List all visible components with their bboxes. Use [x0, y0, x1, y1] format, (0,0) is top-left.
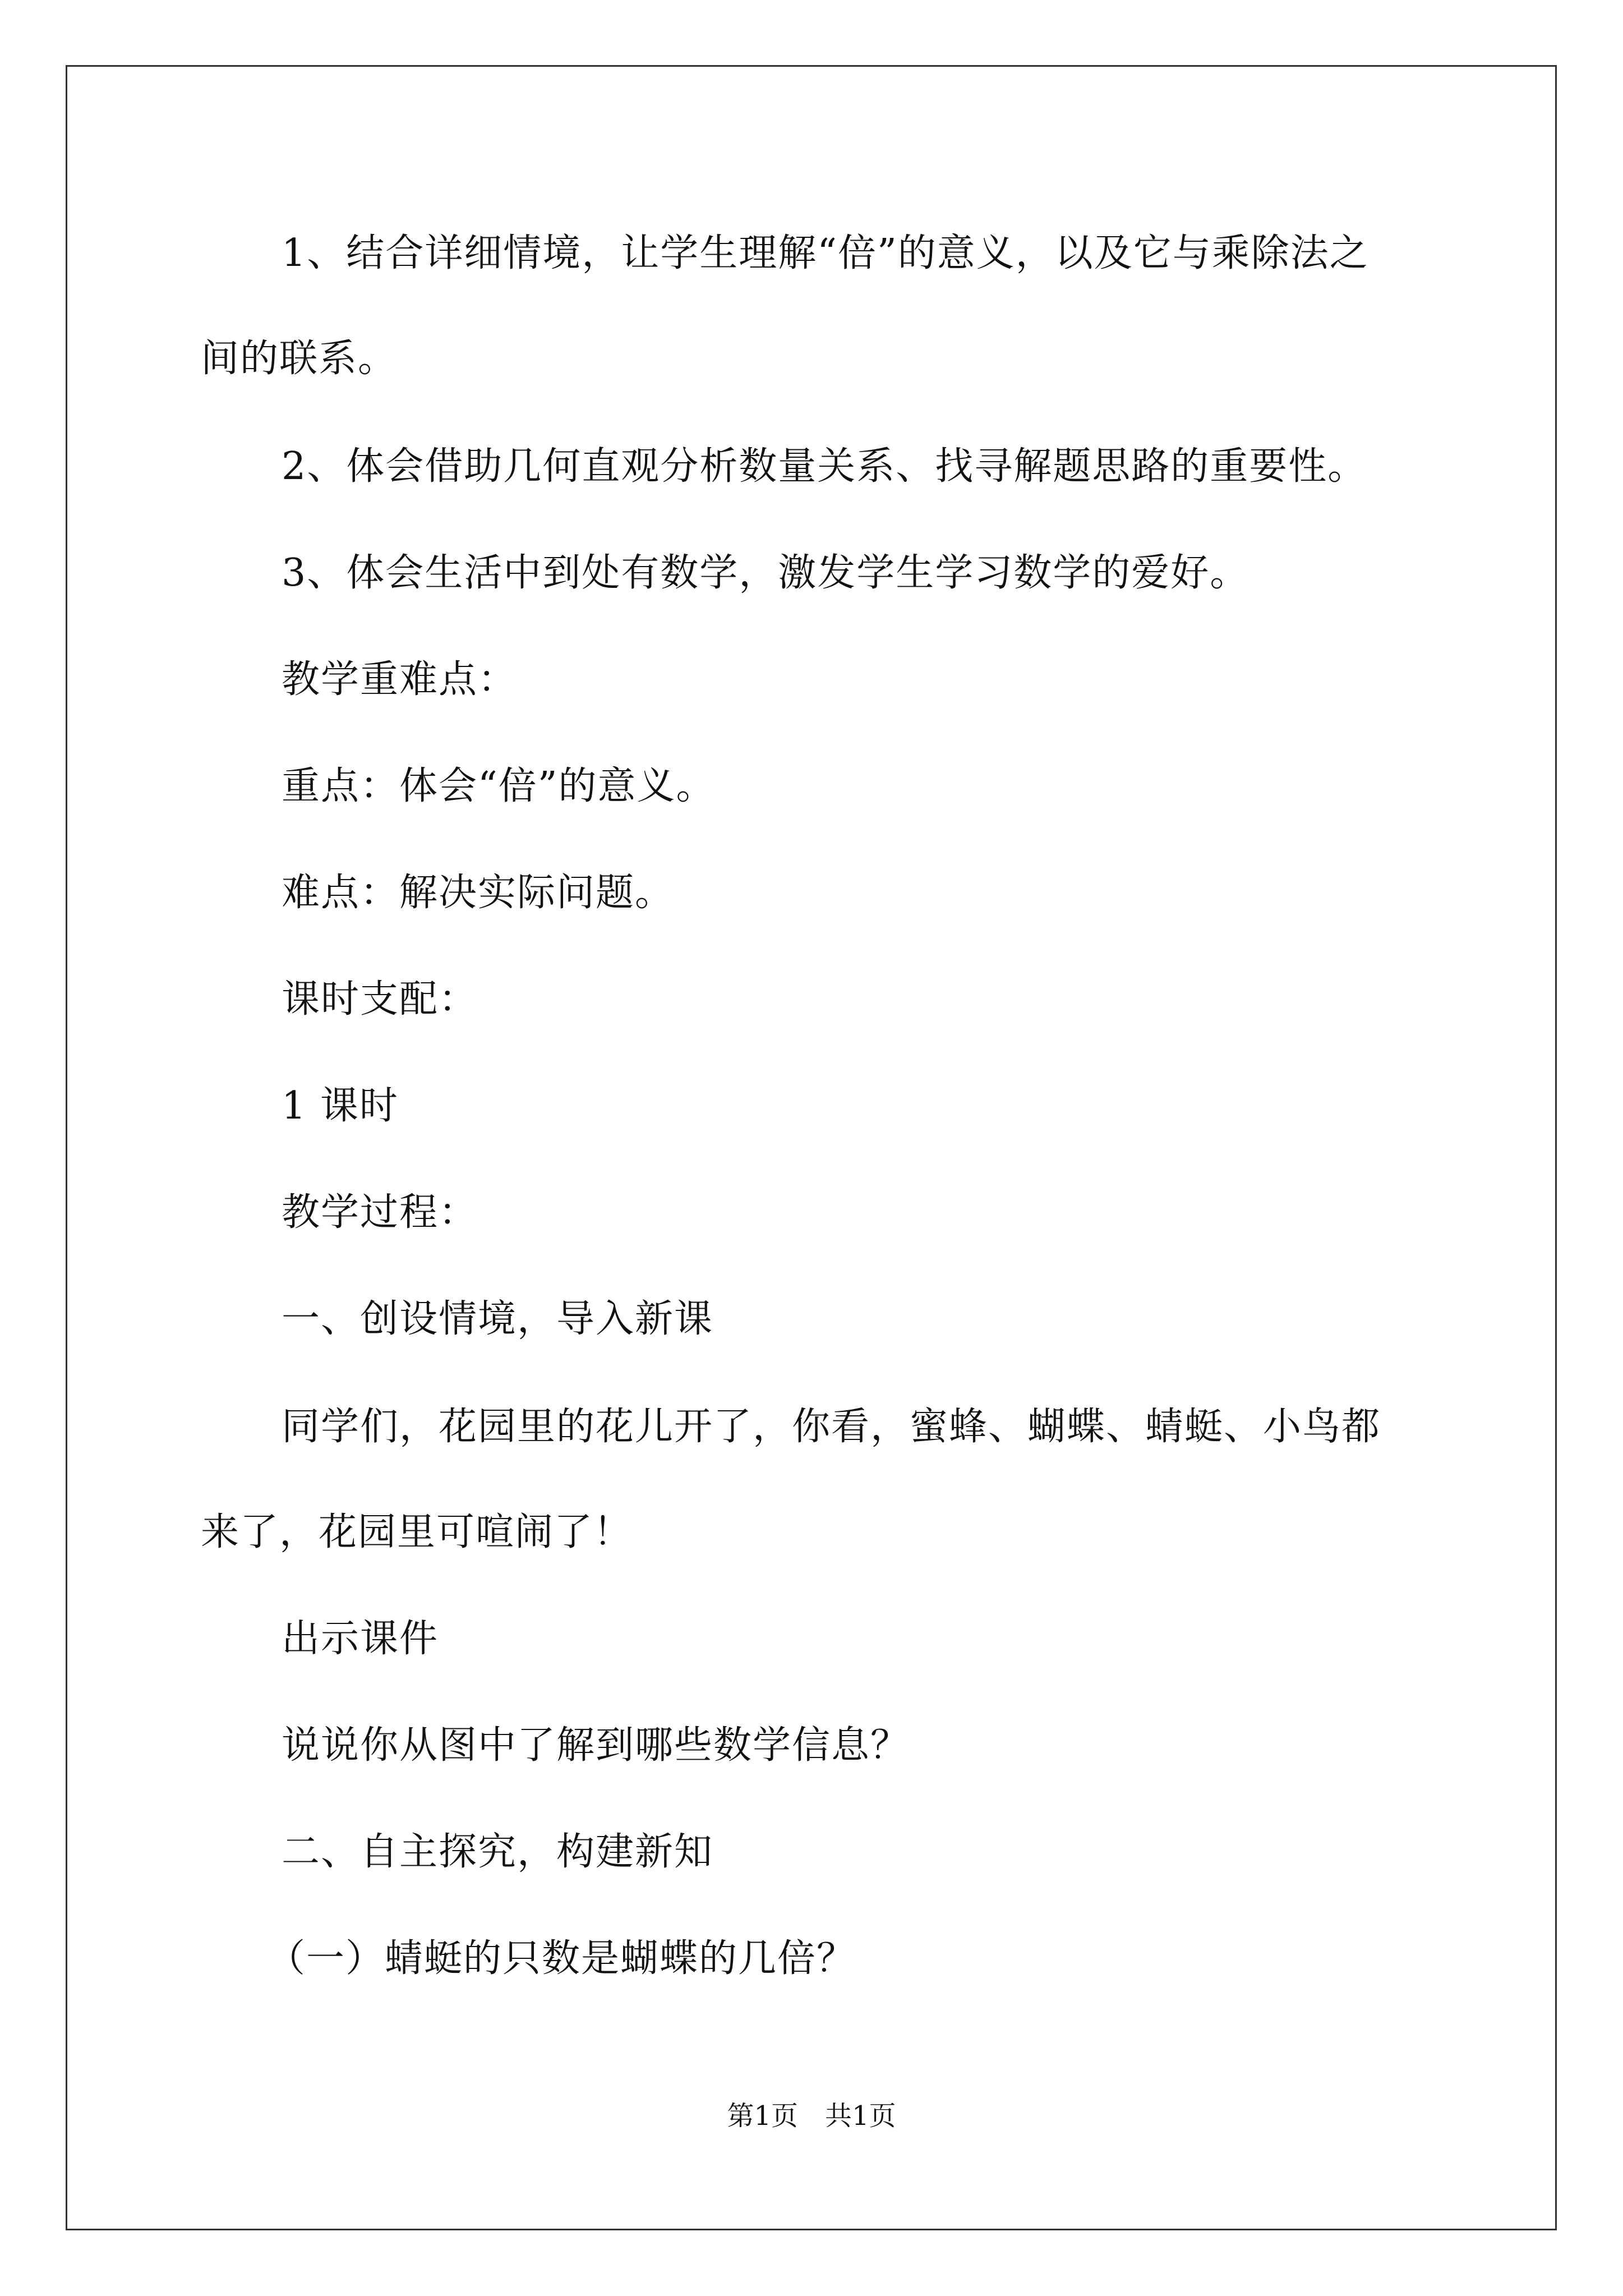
heading-key-points: 教学重难点：: [282, 657, 518, 702]
paragraph-schedule: 1 课时: [282, 1084, 399, 1128]
footer-page-number: 第1页: [727, 2100, 798, 2132]
section-heading-1: 一、创设情境，导入新课: [282, 1297, 714, 1341]
paragraph-show-courseware: 出示课件: [282, 1617, 439, 1661]
paragraph-garden-line-1: 同学们，花园里的花儿开了，你看，蜜蜂、蝴蝶、蜻蜓、小鸟都: [282, 1405, 1381, 1449]
subsection-heading-1: （一）蜻蜓的只数是蝴蝶的几倍？: [267, 1936, 856, 1981]
heading-process: 教学过程：: [282, 1190, 478, 1235]
paragraph-objective-3: 3、体会生活中到处有数学，激发学生学习数学的爱好。: [282, 551, 1249, 595]
paragraph-objective-2: 2、体会借助几何直观分析数量关系、找寻解题思路的重要性。: [282, 444, 1367, 489]
paragraph-objective-1-line-1: 1、结合详细情境，让学生理解“倍”的意义，以及它与乘除法之: [282, 231, 1369, 275]
paragraph-question: 说说你从图中了解到哪些数学信息？: [282, 1723, 910, 1768]
heading-schedule: 课时支配：: [282, 977, 478, 1022]
paragraph-garden-line-2: 来了，花园里可喧闹了！: [201, 1510, 633, 1554]
paragraph-difficulty: 难点：解决实际问题。: [282, 871, 675, 915]
footer-total-pages: 共1页: [825, 2100, 896, 2132]
page-footer: [0, 2099, 1623, 2133]
paragraph-key-point: 重点：体会“倍”的意义。: [282, 764, 716, 808]
section-heading-2: 二、自主探究，构建新知: [282, 1830, 714, 1874]
paragraph-objective-1-line-2: 间的联系。: [201, 337, 398, 381]
